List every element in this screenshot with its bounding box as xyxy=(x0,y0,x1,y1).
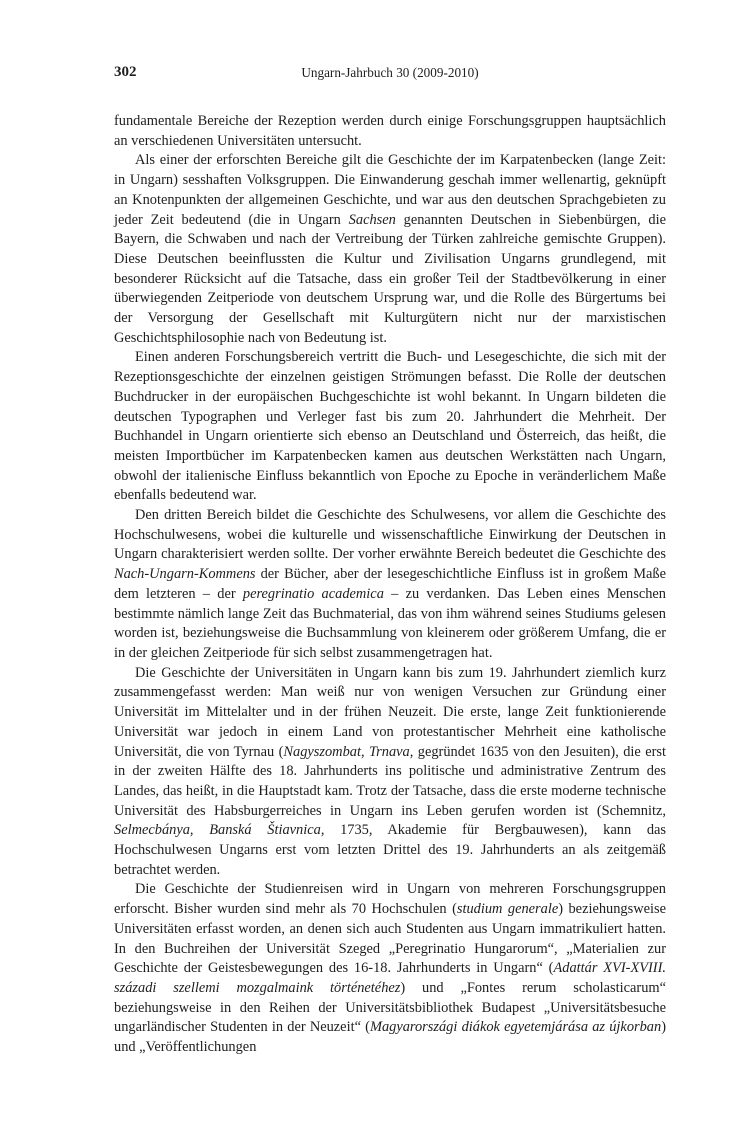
italic-text: studium generale xyxy=(456,901,559,918)
italic-text: Nagyszombat xyxy=(283,743,361,760)
text-segment: Einen anderen Forschungsbereich vertritt die Buch- und Lesegeschichte, die sich mit der Rezeptionsgeschichte der einzelnen geistigen Strömungen befasst. Die Rolle der deutschen Buchdrucker in der europäischen Buchgeschichte ist wohl bekannt. In Ungarn bildeten die deutschen Typographen und Verleger fast bis zum 20. Jahrhundert die Mehrheit. Der Buchhandel in Ungarn orientierte sich ebenso an Deutschland und Österreich, das heißt, die meisten Importbücher im Karpatenbecken kamen aus deutschen Werkstätten nach Ungarn, obwohl der italienische Einfluss bekanntlich von Epoche zu Epoche in veränderlichem Maße ebenfalls bedeutend war. xyxy=(114,349,666,504)
text-segment: der Bücher, aber der lesegeschichtliche Einfluss ist in großem Maße dem letzteren – der xyxy=(114,566,666,602)
text-segment: , gegründet 1635 von den Jesuiten), die erst in der zweiten Hälfte des 18. Jahrhunderts ins politische und administrative Zentrum des Landes, das heißt, in die Hauptstadt kam. Trotz der Tatsache, dass die erste moderne technische Universität des Habsburgerreiches in Ungarn ins Leben gerufen worden ist (Schemnitz, xyxy=(114,743,666,819)
text-segment: , xyxy=(189,822,210,839)
page-number: 302 xyxy=(114,64,137,80)
text-segment: ) und „Fontes rerum scholasticarum“ beziehungsweise in den Reihen der Universitätsbibliothek Budapest „Universitätsbesuche ungarländischer Studenten in der Neuzeit“ ( xyxy=(114,979,666,1036)
text-segment: , xyxy=(360,743,369,760)
italic-text: peregrinatio academica xyxy=(242,585,384,602)
text-segment: ) beziehungsweise Universitäten erfasst worden, an denen sich auch Studenten aus Ungarn immatrikuliert hatten. In den Buchreihen der Universität Szeged „Peregrinatio Hungarorum“, „Materialien zur Geschichte der Geistesbewegungen des 16-18. Jahrhunderts in Ungarn“ ( xyxy=(114,901,666,977)
paragraph xyxy=(114,151,666,348)
paragraph xyxy=(114,112,666,151)
text-segment: genannten Deutschen in Siebenbürgen, die Bayern, die Schwaben und nach der Vertreibung der Türken zahlreiche gemischte Gruppen). Diese Deutschen beeinflussten die Kultur und Zivilisation Ungarns grundlegend, mit besonderer Rücksicht auf die Tatsache, dass ein großer Teil der Stadtbevölkerung in einer überwiegenden Zeitperiode von deutschem Ursprung war, und die Rolle des Bürgertums bei der Versorgung der Gesellschaft mit Kulturgütern nicht nur der marxistischen Geschichtsphilosophie nach von Bedeutung ist. xyxy=(114,211,666,346)
text-segment: Den dritten Bereich bildet die Geschichte des Schulwesens, vor allem die Geschichte des Hochschulwesens, wobei die kulturelle und wissenschaftliche Einwirkung der Deutschen in Ungarn charakterisiert werden sollte. Der vorher erwähnte Bereich bedeutet die Geschichte des xyxy=(114,507,666,563)
paragraph xyxy=(114,348,666,506)
italic-text: Nach-Ungarn-Kommens xyxy=(114,566,256,583)
italic-text: Trnava xyxy=(368,743,410,760)
italic-text: Selmecbánya xyxy=(114,822,190,839)
italic-text: Adattár XVI-XVIII. századi szellemi mozgalmaink történetéhez xyxy=(114,960,666,996)
italic-text: Magyarországi diákok egyetemjárása az újkorban xyxy=(369,1019,662,1036)
text-segment: Die Geschichte der Universitäten in Ungarn kann bis zum 19. Jahrhundert ziemlich kurz zusammengefasst werden: Man weiß nur von wenigen Versuchen zur Gründung einer Universität im Mittelalter und in der frühen Neuzeit. Die erste, lange Zeit funktionierende Universität war jedoch in einem Land von protestantischer Mehrheit eine katholische Universität, die von Tyrnau ( xyxy=(114,664,666,760)
text-segment: – zu verdanken. Das Leben eines Menschen bestimmte nämlich lange Zeit das Buchmaterial, das von ihm während seines Studiums gelesen worden ist, beziehungsweise die Buchsammlung von kleinerem oder größerem Umfang, die er in der gleichen Zeitperiode für sich selbst zusammengetragen hat. xyxy=(114,585,666,661)
text-segment: fundamentale Bereiche der Rezeption werden durch einige Forschungsgruppen hauptsächlich an verschiedenen Universitäten untersucht. xyxy=(114,113,666,149)
page-header xyxy=(114,64,666,86)
paragraph xyxy=(114,506,666,664)
italic-text: Banská Štiavnica xyxy=(209,822,321,839)
paragraph xyxy=(114,664,666,881)
text-segment: Die Geschichte der Studienreisen wird in Ungarn von mehreren Forschungsgruppen erforscht. Bisher wurden sind mehr als 70 Hochschulen ( xyxy=(114,881,666,918)
text-segment: ) und „Veröffentlichungen xyxy=(114,1019,666,1056)
paragraph xyxy=(114,880,666,1057)
text-segment: Als einer der erforschten Bereiche gilt die Geschichte der im Karpatenbecken (lange Zeit: in Ungarn) sesshaften Volksgruppen. Die Einwanderung geschah immer wellenartig, geknüpft an Knotenpunkten der allgemeinen Geschichte, und war aus den deutschen Sprachgebieten zu jeder Zeit bedeutend (die in Ungarn xyxy=(114,152,666,228)
italic-text: Sachsen xyxy=(348,211,396,228)
book-page xyxy=(114,64,666,1058)
text-segment: , 1735, Akademie für Bergbauwesen), kann das Hochschulwesen Ungarns erst vom letzten Drittel des 19. Jahrhunderts an als zeitgemäß betrachtet werden. xyxy=(114,822,666,878)
running-title: Ungarn-Jahrbuch 30 (2009-2010) xyxy=(301,65,479,80)
body-text xyxy=(114,112,666,1058)
